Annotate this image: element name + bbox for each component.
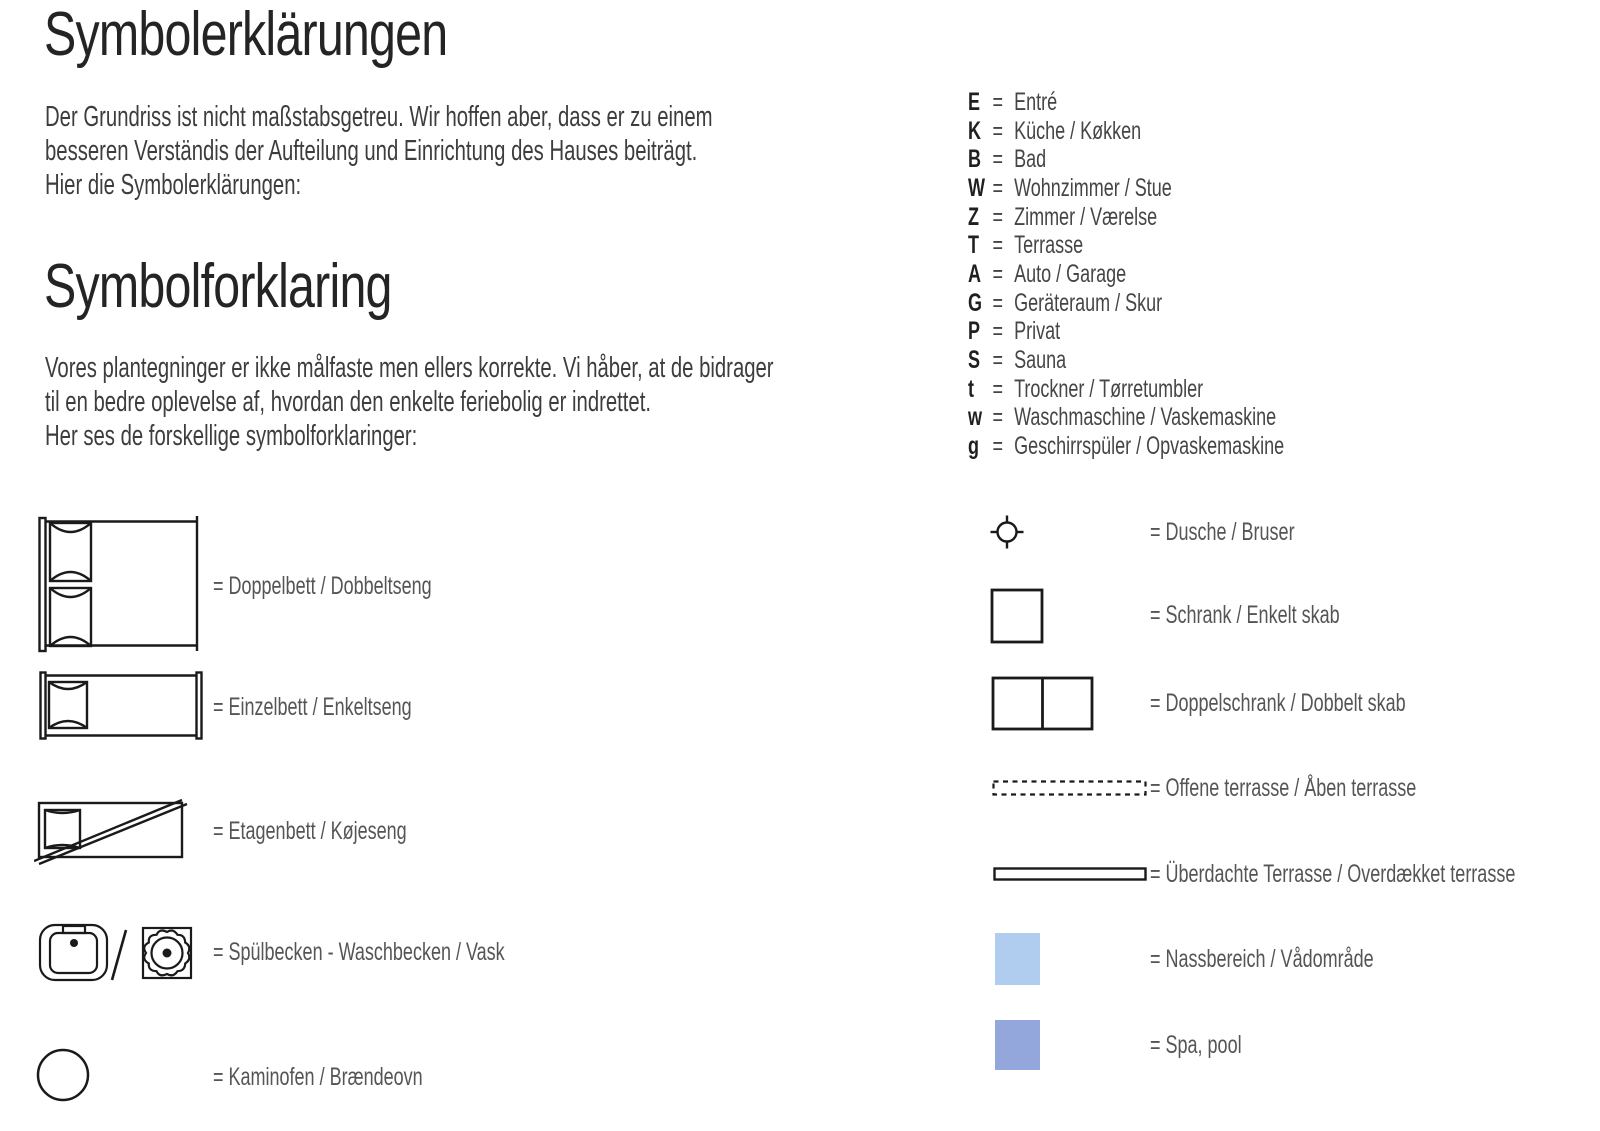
legend-label: = Doppelschrank / Dobbelt skab	[1150, 689, 1406, 717]
page-title-text: Symbolforklaring	[44, 252, 392, 321]
legend-label: = Einzelbett / Enkeltseng	[213, 693, 412, 721]
bunk-bed-icon	[34, 794, 188, 866]
legend-label: = Schrank / Enkelt skab	[1150, 601, 1340, 629]
page-title-text: Symbolerklärungen	[44, 0, 448, 69]
single-bed-icon	[38, 670, 204, 742]
double-bed-icon	[36, 514, 203, 654]
legend-label: = Offene terrasse / Åben terrasse	[1150, 774, 1417, 802]
wood-stove-icon	[35, 1047, 91, 1103]
sink-washbasin-icon	[38, 917, 198, 983]
abbreviation-row: E = Entré	[968, 87, 1058, 116]
abbreviation-list	[968, 88, 1407, 461]
abbreviation-row: w = Waschmaschine / Vaskemaskine	[968, 403, 1277, 432]
legend-label: = Nassbereich / Vådområde	[1150, 945, 1374, 973]
abbreviation-row: g = Geschirrspüler / Opvaskemaskine	[968, 432, 1285, 461]
abbreviation-row: G = Geräteraum / Skur	[968, 288, 1163, 317]
abbreviation-row: t = Trockner / Tørretumbler	[968, 374, 1204, 403]
paragraph-line: Der Grundriss ist nicht maßstabsgetreu. Wir hoffen aber, dass er zu einem	[45, 101, 713, 133]
open-terrace-icon	[992, 780, 1147, 797]
abbreviation-row: K = Küche / Køkken	[968, 116, 1142, 145]
single-cabinet-icon	[990, 588, 1045, 644]
paragraph-line: til en bedre oplevelse af, hvordan den enkelte feriebolig er indrettet.	[45, 386, 652, 418]
wet-area-swatch	[995, 933, 1040, 985]
legend-label: = Doppelbett / Dobbeltseng	[213, 572, 432, 600]
double-cabinet-icon	[991, 676, 1094, 731]
abbreviation-row: Z = Zimmer / Værelse	[968, 202, 1158, 231]
paragraph-line: Vores plantegninger er ikke målfaste men ellers korrekte. Vi håber, at de bidrager	[45, 352, 774, 384]
abbreviation-row: P = Privat	[968, 317, 1061, 346]
covered-terrace-icon	[993, 867, 1147, 882]
legend-label: = Überdachte Terrasse / Overdækket terrasse	[1150, 860, 1516, 888]
legend-label: = Etagenbett / Køjeseng	[213, 817, 407, 845]
paragraph-line: Her ses de forskellige symbolforklaringer:	[45, 420, 418, 452]
abbreviation-row: W = Wohnzimmer / Stue	[968, 173, 1172, 202]
shower-icon	[987, 512, 1027, 552]
intro-paragraph-german	[45, 100, 999, 202]
legend-label: = Spa, pool	[1150, 1031, 1242, 1059]
abbreviation-row: S = Sauna	[968, 346, 1067, 375]
legend-label: = Spülbecken - Waschbecken / Vask	[213, 938, 505, 966]
page-title-danish	[44, 254, 490, 320]
legend-label: = Kaminofen / Brændeovn	[213, 1063, 423, 1091]
abbreviation-row: A = Auto / Garage	[968, 259, 1127, 288]
intro-paragraph-danish	[45, 351, 1086, 453]
abbreviation-row: T = Terrasse	[968, 231, 1084, 260]
legend-label: = Dusche / Bruser	[1150, 518, 1295, 546]
spa-pool-swatch	[995, 1020, 1040, 1070]
paragraph-line: Hier die Symbolerklärungen:	[45, 169, 302, 201]
page-title-german	[44, 2, 561, 68]
paragraph-line: besseren Verständis der Aufteilung und Einrichtung des Hauses beiträgt.	[45, 135, 698, 167]
abbreviation-row: B = Bad	[968, 145, 1047, 174]
